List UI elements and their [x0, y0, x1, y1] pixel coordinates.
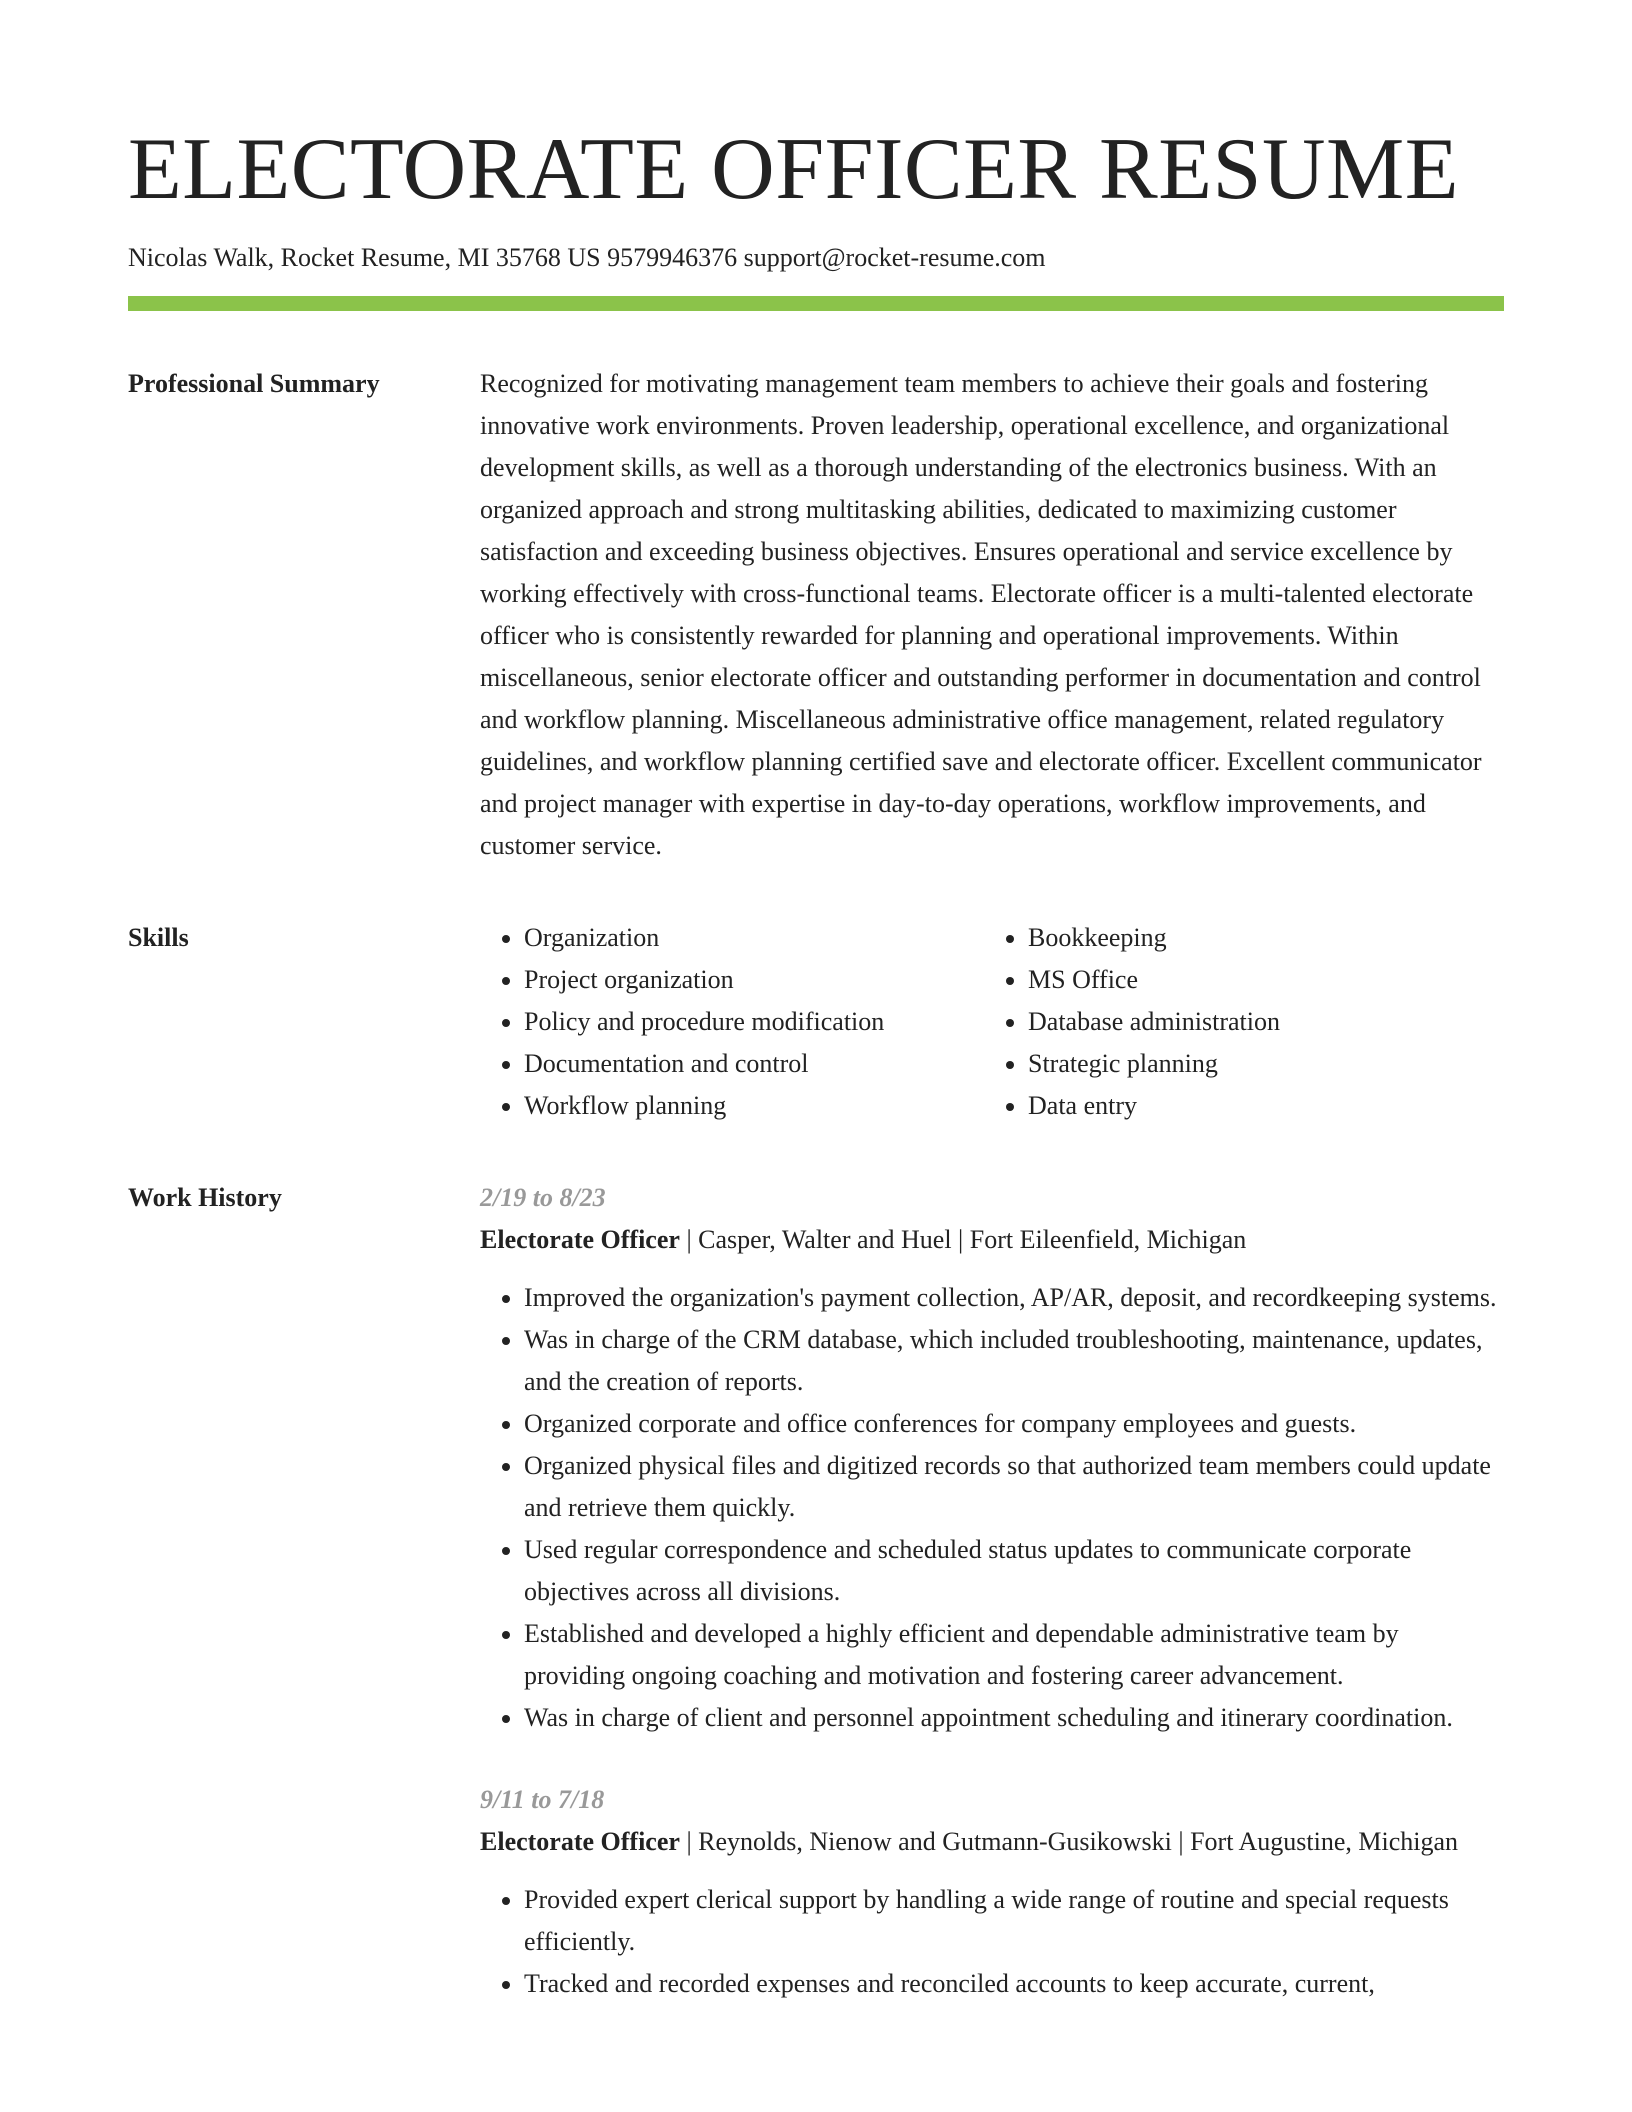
- job-bullet: • Improved the organization's payment collection, AP/AR, deposit, and recordkeeping systems.: [524, 1277, 1504, 1319]
- skill-item: • Organization: [524, 917, 984, 959]
- job-title: Electorate Officer: [480, 1827, 680, 1856]
- skills-label: Skills: [128, 923, 189, 952]
- job-bullet: • Was in charge of client and personnel appointment scheduling and itinerary coordination.: [524, 1697, 1504, 1739]
- accent-divider: [128, 296, 1504, 311]
- skills-section: [128, 917, 1504, 1127]
- skill-item: • MS Office: [1028, 959, 1488, 1001]
- work-history-section: [128, 1177, 1504, 2045]
- skill-item: • Documentation and control: [524, 1043, 984, 1085]
- job-bullets: [480, 1879, 1504, 2005]
- job-bullet: • Established and developed a highly efficient and dependable administrative team by providing ongoing coaching and motivation and fostering career advancement.: [524, 1613, 1504, 1697]
- skills-body: [480, 917, 1504, 1127]
- skills-column-1: [480, 917, 984, 1127]
- job-employer-location: | Casper, Walter and Huel | Fort Eileenfield, Michigan: [679, 1225, 1247, 1254]
- resume-page: [128, 120, 1504, 2045]
- job-bullets: [480, 1277, 1504, 1739]
- job-employer-location: | Reynolds, Nienow and Gutmann-Gusikowski | Fort Augustine, Michigan: [679, 1827, 1459, 1856]
- job-dates: 2/19 to 8/23: [480, 1183, 606, 1212]
- skills-column-2: [984, 917, 1488, 1127]
- skill-item: • Data entry: [1028, 1085, 1488, 1127]
- skill-item: • Policy and procedure modification: [524, 1001, 984, 1043]
- job-heading: [480, 1219, 1504, 1261]
- skill-item: • Database administration: [1028, 1001, 1488, 1043]
- skill-item: • Strategic planning: [1028, 1043, 1488, 1085]
- summary-label: Professional Summary: [128, 369, 380, 398]
- skill-item: • Project organization: [524, 959, 984, 1001]
- job-heading: [480, 1821, 1504, 1863]
- job-entry: [480, 1177, 1504, 1739]
- skill-item: • Bookkeeping: [1028, 917, 1488, 959]
- job-entry: [480, 1779, 1504, 2005]
- work-history-label: Work History: [128, 1183, 282, 1212]
- job-bullet: • Used regular correspondence and scheduled status updates to communicate corporate objectives across all divisions.: [524, 1529, 1504, 1613]
- job-title: Electorate Officer: [480, 1225, 680, 1254]
- job-bullet: • Was in charge of the CRM database, which included troubleshooting, maintenance, updates, and the creation of reports.: [524, 1319, 1504, 1403]
- contact-line: Nicolas Walk, Rocket Resume, MI 35768 US 9579946376 support@rocket-resume.com: [128, 243, 1046, 272]
- job-bullet: • Organized physical files and digitized records so that authorized team members could update and retrieve them quickly.: [524, 1445, 1504, 1529]
- work-history-body: [480, 1177, 1504, 2045]
- summary-body: [480, 363, 1504, 867]
- job-bullet: • Organized corporate and office conferences for company employees and guests.: [524, 1403, 1504, 1445]
- job-dates: 9/11 to 7/18: [480, 1785, 605, 1814]
- job-bullet: • Tracked and recorded expenses and reconciled accounts to keep accurate, current,: [524, 1963, 1504, 2005]
- summary-section: [128, 363, 1504, 867]
- job-bullet: • Provided expert clerical support by handling a wide range of routine and special requests efficiently.: [524, 1879, 1504, 1963]
- skill-item: • Workflow planning: [524, 1085, 984, 1127]
- resume-title: ELECTORATE OFFICER RESUME: [128, 121, 1459, 218]
- summary-text: Recognized for motivating management team members to achieve their goals and fostering innovative work environments. Proven leadership, operational excellence, and organizational development skills, as well as a thorough understanding of the electronics business. With an organized approach and strong multitasking abilities, dedicated to maximizing customer satisfaction and exceeding business objectives. Ensures operational and service excellence by working effectively with cross-functional teams. Electorate officer is a multi-talented electorate officer who is consistently rewarded for planning and operational improvements. Within miscellaneous, senior electorate officer and outstanding performer in documentation and control and workflow planning. Miscellaneous administrative office management, related regulatory guidelines, and workflow planning certified save and electorate officer. Excellent communicator and project manager with expertise in day-to-day operations, workflow improvements, and customer service.: [480, 369, 1482, 860]
